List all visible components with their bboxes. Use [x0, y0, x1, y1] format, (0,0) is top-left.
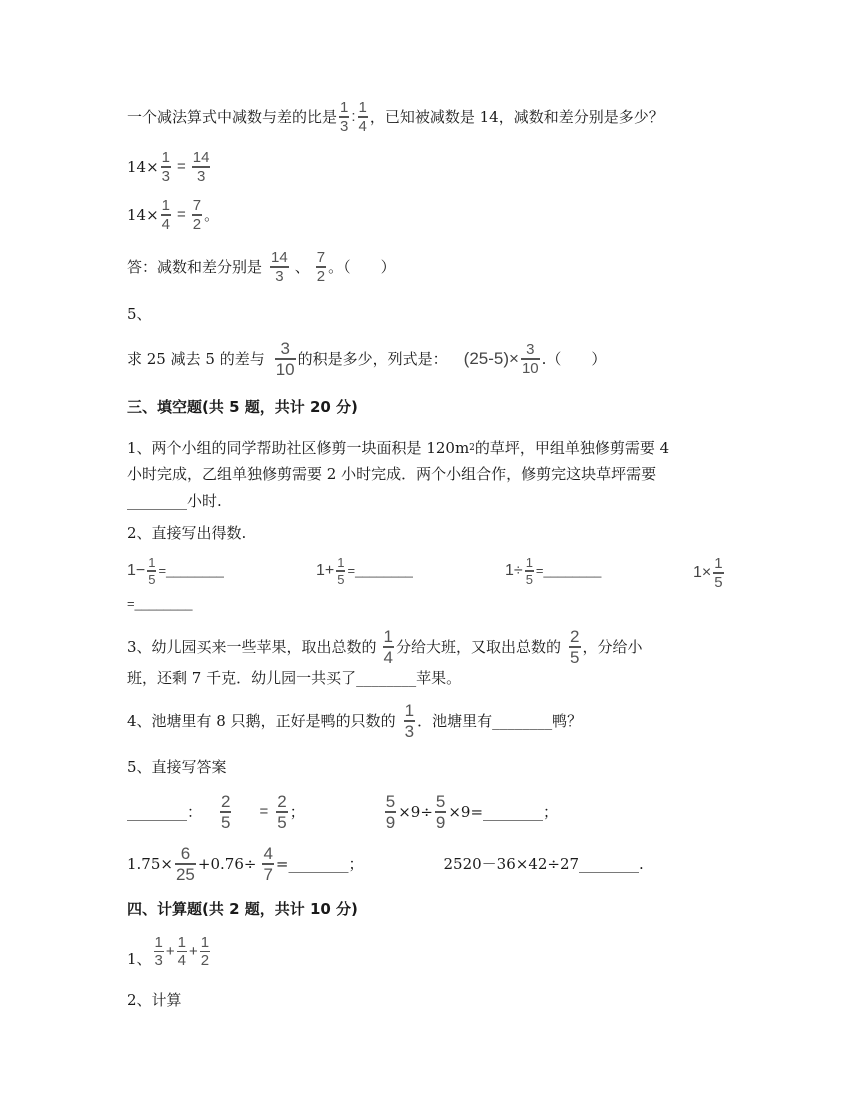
q5-number: 5、 [127, 305, 152, 323]
ratio-fraction-1: $\frac{1}{3}$ [340, 99, 349, 135]
fill-q2-item-1: 1− $\frac{1}{5}$ =________ [127, 555, 224, 587]
q4-calc-1: 14× $\frac{1}{3}$ = $\frac{14}{3}$ [127, 149, 210, 185]
fraction: $\frac{5}{9}$ [435, 792, 446, 832]
fraction: $\frac{14}{3}$ [192, 149, 210, 185]
fill-q2-title: 2、直接写出得数. [127, 524, 247, 542]
fraction: $\frac{3}{10}$ [521, 341, 539, 377]
fraction: $\frac{1}{3}$ [161, 149, 170, 185]
q5-question: 求 25 减去 5 的差与 $\frac{3}{10}$ 的积是多少，列式是： (25-5)× $\frac{3}{10}$ .（ ） [127, 339, 607, 379]
fraction: $\frac{4}{7}$ [263, 844, 273, 884]
fill-q1-line1: 1、两个小组的同学帮助社区修剪一块面积是 120m 2 的草坪，甲组单独修剪需要 4 [127, 439, 670, 457]
fill-q3-line1: 3、幼儿园买来一些苹果，取出总数的 $\frac{1}{4}$ 分给大班，又取出总数的 $\frac{2}{5}$ ，分给小 [127, 627, 643, 667]
section-4-title: 四、计算题(共 2 题，共计 10 分) [127, 900, 358, 918]
fraction: $\frac{1}{5}$ [337, 555, 345, 587]
fraction: $\frac{1}{3}$ [154, 933, 163, 970]
fraction: $\frac{1}{2}$ [200, 933, 210, 970]
q4-question: 一个减法算式中减数与差的比是 $\frac{1}{3}$ : $\frac{1}{4}$ ，已知被减数是 14，减数和差分别是多少？ [127, 99, 664, 135]
fill-q4: 4、池塘里有 8 只鹅，正好是鸭的只数的 $\frac{1}{3}$ ．池塘里有________鸭？ [127, 701, 583, 741]
fraction: $\frac{1}{5}$ [148, 555, 156, 587]
fraction: $\frac{7}{2}$ [192, 197, 202, 233]
ratio-fraction-2: $\frac{1}{4}$ [358, 99, 367, 135]
fill-q1-line3: ________小时. [127, 492, 222, 510]
fraction: $\frac{1}{3}$ [404, 701, 415, 741]
fill-q5-row1: ________： $\frac{2}{5}$ = $\frac{2}{5}$ ； $\frac{5}{9}$ ×9÷ $\frac{5}{9}$ ×9=________； [127, 792, 559, 832]
section-3-title: 三、填空题(共 5 题，共计 20 分) [127, 398, 358, 416]
fraction: $\frac{14}{3}$ [271, 249, 288, 285]
fraction: $\frac{6}{25}$ [175, 844, 195, 884]
fill-q3-line2: 班，还剩 7 千克．幼儿园一共买了________苹果。 [127, 669, 462, 687]
q4-answer: 答：减数和差分别是 $\frac{14}{3}$ 、 $\frac{7}{2}$ 。（ ） [127, 249, 396, 285]
fill-q2-item-2: 1+ $\frac{1}{5}$ =________ [316, 555, 413, 587]
calc-q1: 1、 $\frac{1}{3}$ + $\frac{1}{4}$ + $\frac{1}{2}$ [127, 933, 210, 970]
fill-q2-item-3: 1÷ $\frac{1}{5}$ =________ [505, 555, 602, 587]
fraction: $\frac{2}{5}$ [570, 627, 580, 667]
fraction: $\frac{1}{5}$ [525, 555, 533, 587]
fill-q1-line2: 小时完成，乙组单独修剪需要 2 小时完成．两个小组合作，修剪完这块草坪需要 [127, 465, 657, 483]
fill-q5-row2: 1.75× $\frac{6}{25}$ +0.76÷ $\frac{4}{7}$ =________； 2520－36×42÷27________. [127, 844, 644, 884]
q4-text-tail: ，已知被减数是 14，减数和差分别是多少？ [369, 108, 664, 127]
fraction: $\frac{2}{5}$ [277, 792, 287, 832]
q4-text: 一个减法算式中减数与差的比是 [127, 108, 338, 127]
fraction: $\frac{1}{4}$ [177, 933, 186, 970]
calc-q2: 2、计算 [127, 991, 182, 1009]
fraction: $\frac{1}{4}$ [383, 627, 394, 667]
fill-q2-item-4: 1× $\frac{1}{5}$ [693, 555, 723, 591]
fraction: $\frac{1}{5}$ [714, 555, 723, 591]
fill-q2-wrap: =________ [127, 596, 193, 611]
fraction: $\frac{1}{4}$ [161, 197, 170, 233]
fraction: $\frac{7}{2}$ [316, 249, 326, 285]
fraction: $\frac{2}{5}$ [221, 792, 231, 832]
fraction: $\frac{5}{9}$ [385, 792, 396, 832]
fraction: $\frac{3}{10}$ [275, 339, 295, 379]
q4-calc-2: 14× $\frac{1}{4}$ = $\frac{7}{2}$ 。 [127, 197, 220, 233]
fill-q5-title: 5、直接写答案 [127, 758, 227, 776]
